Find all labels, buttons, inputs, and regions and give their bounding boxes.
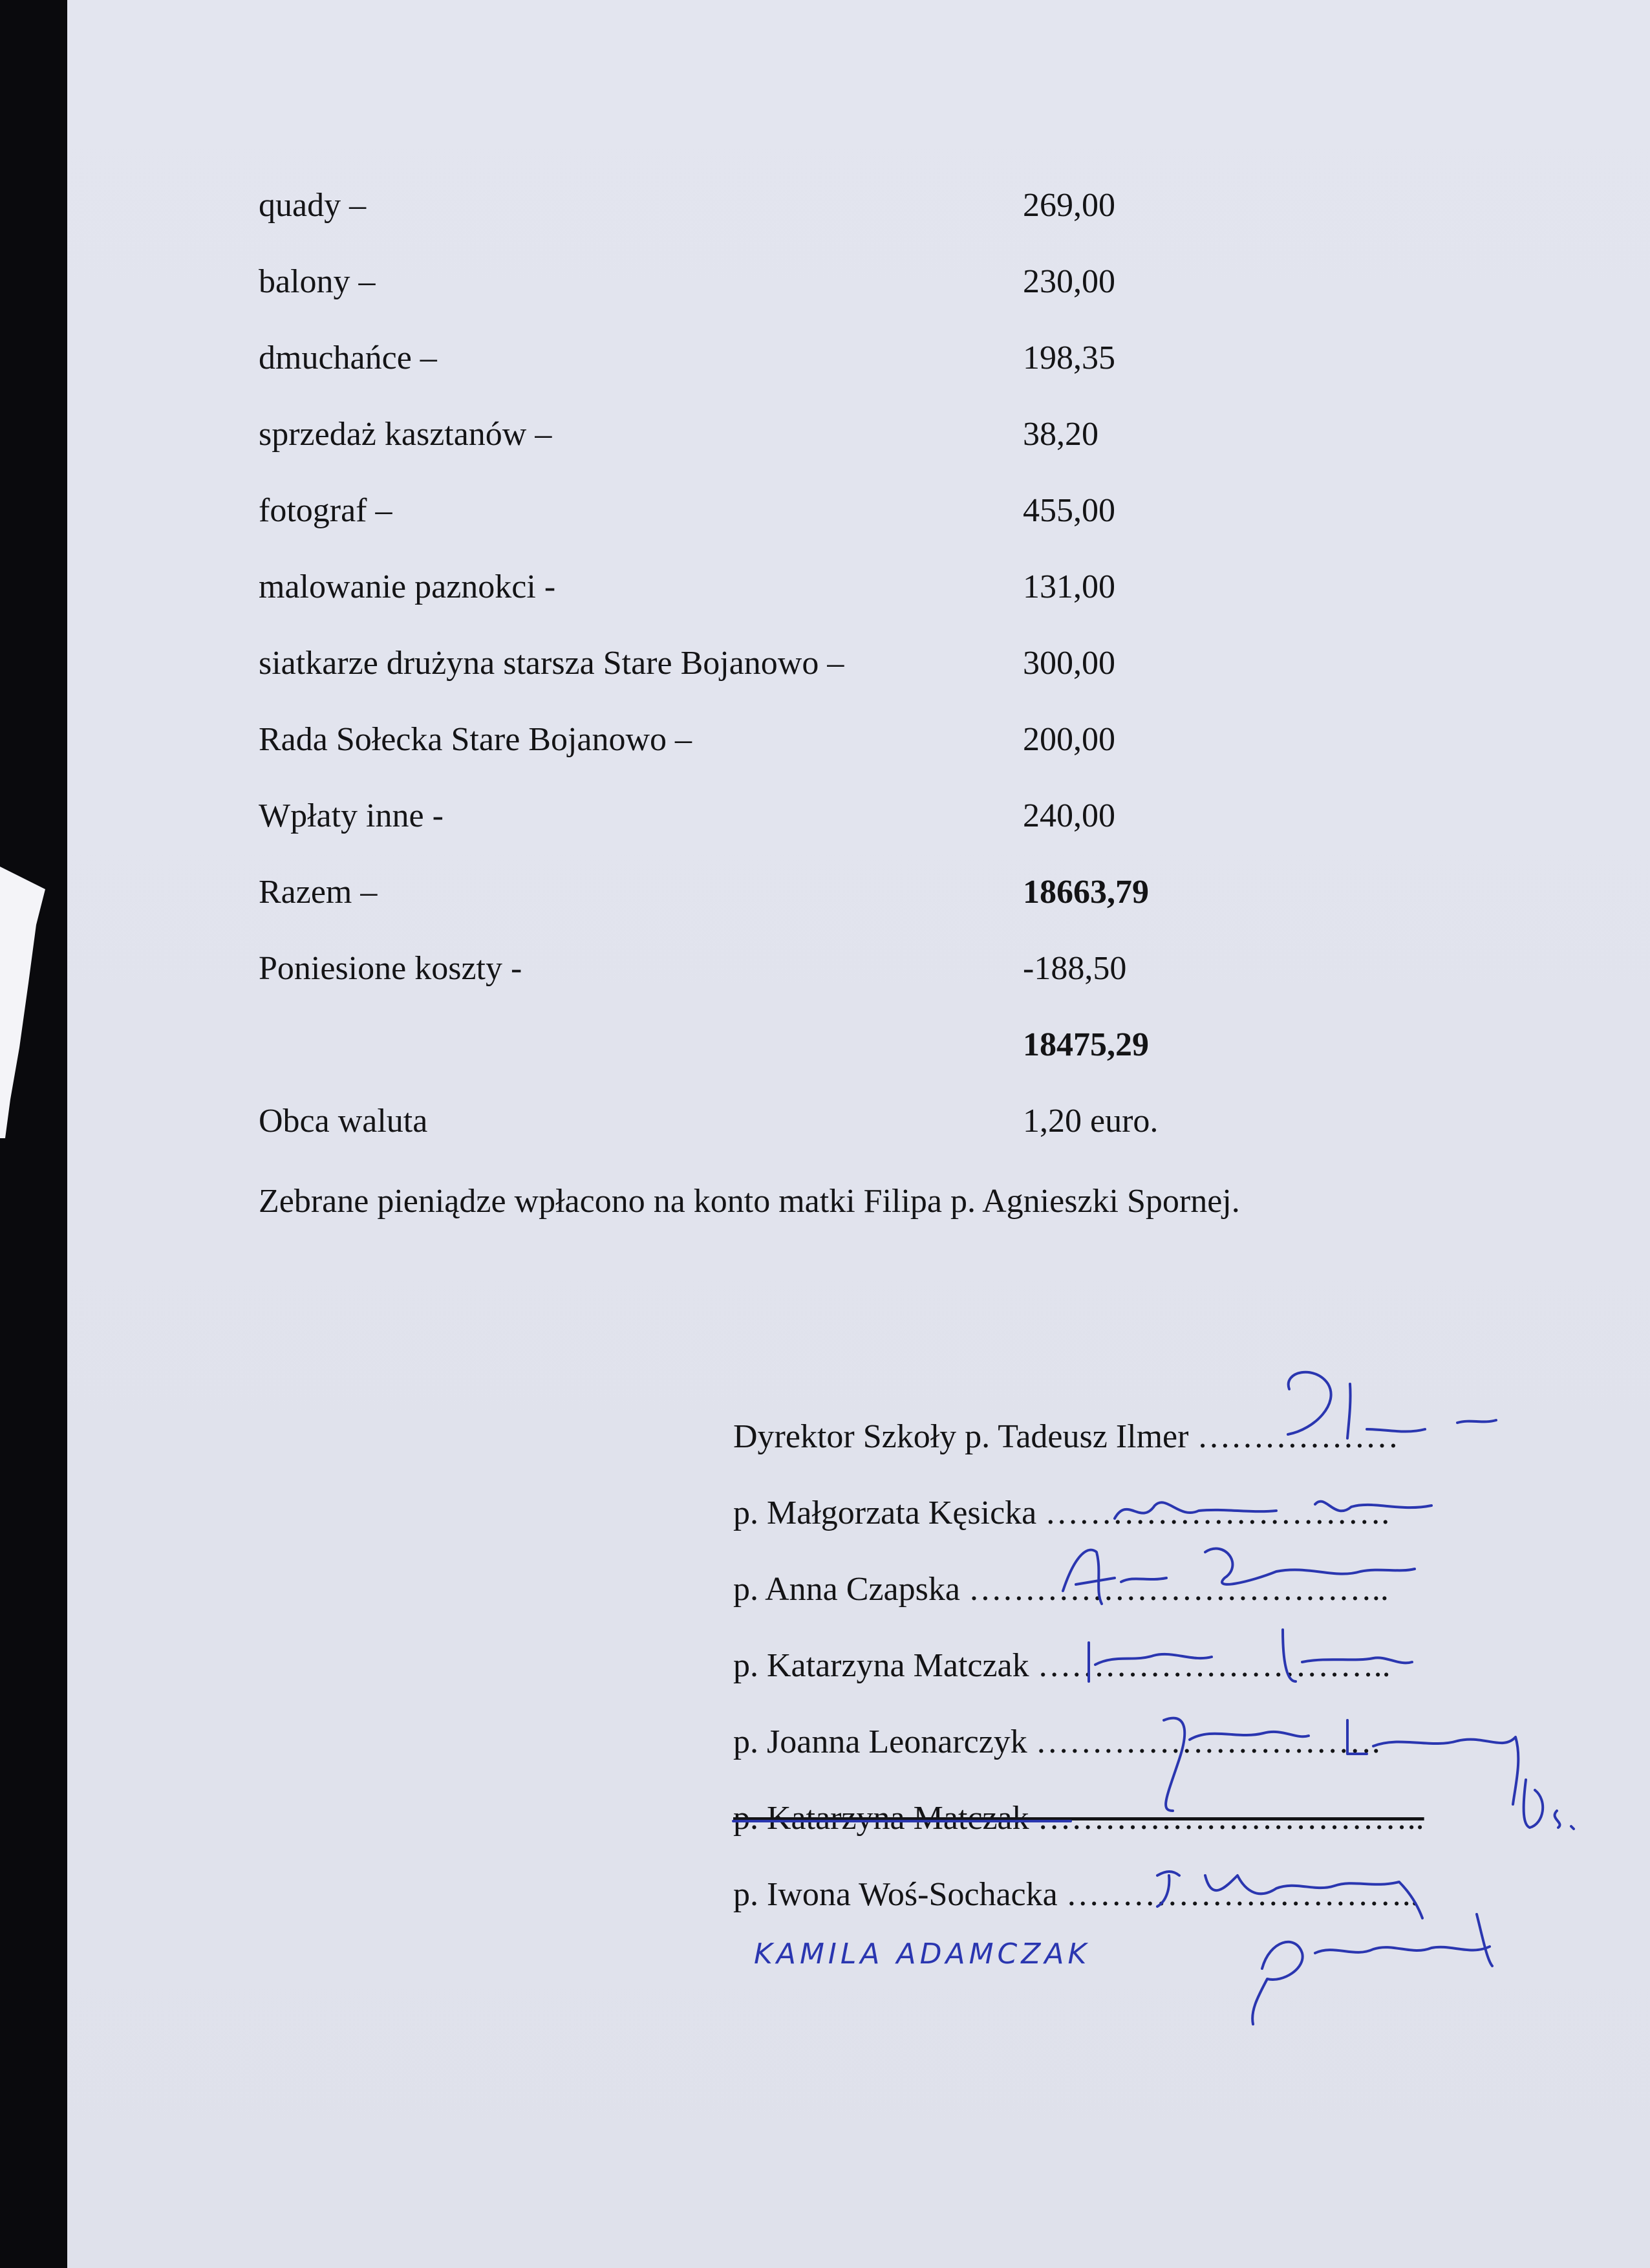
signature-line-director: Dyrektor Szkoły p. Tadeusz Ilmer ………………: [733, 1418, 1399, 1455]
ledger-row-label: quady –: [259, 187, 367, 224]
ledger-row-label: malowanie paznokci -: [259, 568, 556, 605]
ledger-row-label: Wpłaty inne -: [259, 797, 444, 834]
signature-line: p. Katarzyna Matczak …………………………..: [733, 1647, 1391, 1684]
ledger-row-amount: 200,00: [1023, 721, 1115, 758]
signature-line-struck: p. Katarzyna Matczak ……………………………..: [733, 1800, 1424, 1837]
signature-mark-ds: [1524, 1780, 1574, 1829]
document-page: [67, 0, 1650, 2268]
ledger-row-amount: 198,35: [1023, 340, 1115, 376]
signature-line: p. Joanna Leonarczyk ………………………….: [733, 1723, 1380, 1760]
foreign-currency-label: Obca waluta: [259, 1103, 428, 1139]
total-label: Razem –: [259, 874, 378, 911]
ledger-row-label: siatkarze drużyna starsza Stare Bojanowo –: [259, 645, 844, 682]
paper-tear: [0, 867, 58, 1138]
transfer-note: Zebrane pieniądze wpłacono na konto matki Filipa p. Agnieszki Spornej.: [259, 1183, 1240, 1220]
handwritten-name: KAMILA ADAMCZAK: [754, 1938, 1091, 1971]
signature-line: p. Anna Czapska ………………………………..: [733, 1571, 1389, 1608]
ledger-row-label: dmuchańce –: [259, 340, 437, 376]
ledger-row-label: sprzedaż kasztanów –: [259, 416, 552, 453]
signature-block: [67, 1358, 1650, 2069]
ledger-row-label: Rada Sołecka Stare Bojanowo –: [259, 721, 692, 758]
ledger: [67, 0, 1650, 1261]
ledger-row-label: balony –: [259, 263, 376, 300]
ledger-row-label: fotograf –: [259, 492, 392, 529]
ledger-row-amount: 240,00: [1023, 797, 1115, 834]
signature-line: p. Iwona Woś-Sochacka …………………………..: [733, 1876, 1419, 1913]
ledger-row-amount: 230,00: [1023, 263, 1115, 300]
ledger-row-amount: 300,00: [1023, 645, 1115, 682]
ledger-row-amount: 131,00: [1023, 568, 1115, 605]
costs-label: Poniesione koszty -: [259, 950, 522, 987]
net-amount: 18475,29: [1023, 1026, 1149, 1063]
signature-line: p. Małgorzata Kęsicka ………………………….: [733, 1495, 1390, 1531]
total-amount: 18663,79: [1023, 874, 1149, 911]
ledger-row-amount: 455,00: [1023, 492, 1115, 529]
costs-amount: -188,50: [1023, 950, 1127, 987]
signature-adamczak: [1252, 1914, 1492, 2024]
foreign-currency-amount: 1,20 euro.: [1023, 1103, 1159, 1139]
ledger-row-amount: 269,00: [1023, 187, 1115, 224]
ledger-row-amount: 38,20: [1023, 416, 1098, 453]
